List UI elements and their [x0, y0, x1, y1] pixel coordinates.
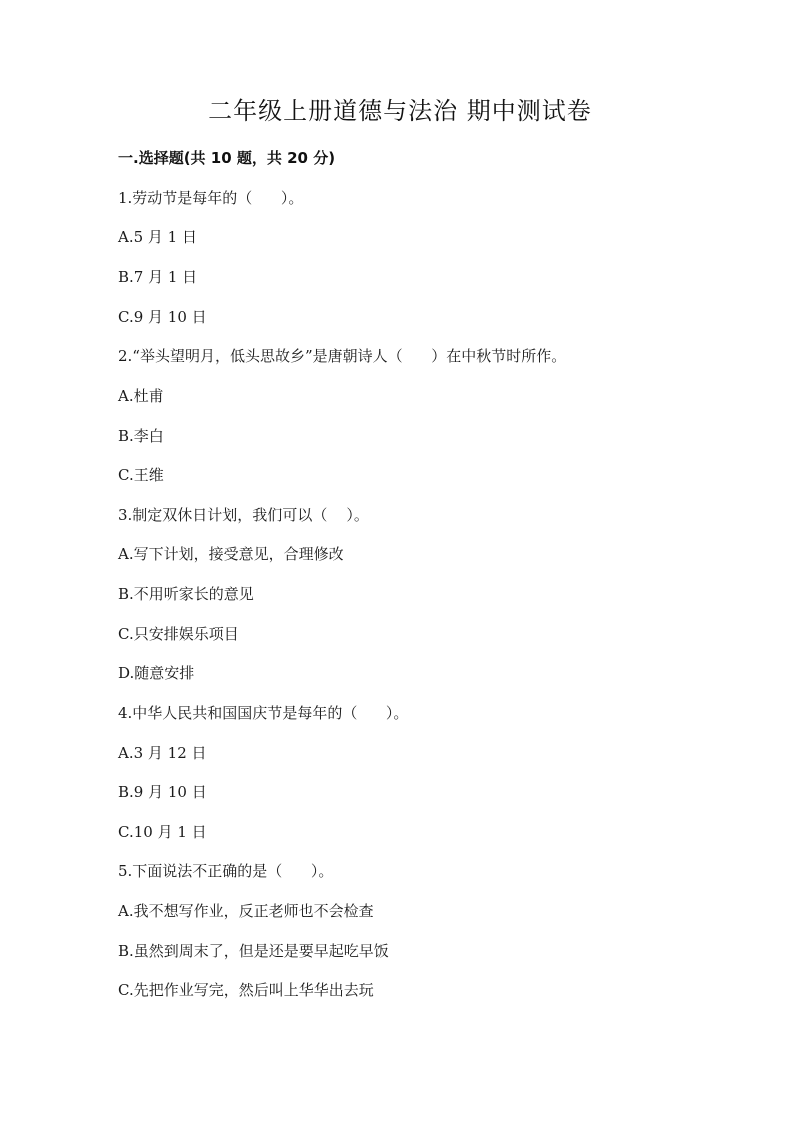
question-stem-4: 4.中华人民共和国国庆节是每年的（ ）。: [118, 704, 409, 722]
question-2-option-a: A.杜甫: [118, 387, 164, 405]
question-5-option-b: B.虽然到周末了，但是还是要早起吃早饭: [118, 942, 389, 960]
question-2-option-b: B.李白: [118, 427, 164, 445]
question-3-option-b: B.不用听家长的意见: [118, 585, 254, 603]
question-stem-2: 2.“举头望明月，低头思故乡”是唐朝诗人（ ）在中秋节时所作。: [118, 347, 567, 365]
question-5-option-a: A.我不想写作业，反正老师也不会检查: [118, 902, 374, 920]
question-stem-5: 5.下面说法不正确的是（ ）。: [118, 862, 334, 880]
question-3-option-a: A.写下计划，接受意见，合理修改: [118, 545, 344, 563]
question-3-option-c: C.只安排娱乐项目: [118, 625, 239, 643]
question-5-option-c: C.先把作业写完，然后叫上华华出去玩: [118, 981, 374, 999]
question-stem-3: 3.制定双休日计划，我们可以（ ）。: [118, 506, 369, 524]
question-stem-1: 1.劳动节是每年的（ ）。: [118, 189, 304, 207]
question-2-option-c: C.王维: [118, 466, 164, 484]
page-title: 二年级上册道德与法治 期中测试卷: [208, 97, 592, 125]
question-1-option-b: B.7 月 1 日: [118, 268, 198, 286]
question-4-option-a: A.3 月 12 日: [118, 744, 207, 762]
question-4-option-b: B.9 月 10 日: [118, 783, 207, 801]
section-heading: 一.选择题(共 10 题，共 20 分): [118, 149, 336, 167]
question-4-option-c: C.10 月 1 日: [118, 823, 207, 841]
question-1-option-c: C.9 月 10 日: [118, 308, 207, 326]
question-3-option-d: D.随意安排: [118, 664, 195, 682]
question-1-option-a: A.5 月 1 日: [118, 228, 197, 246]
